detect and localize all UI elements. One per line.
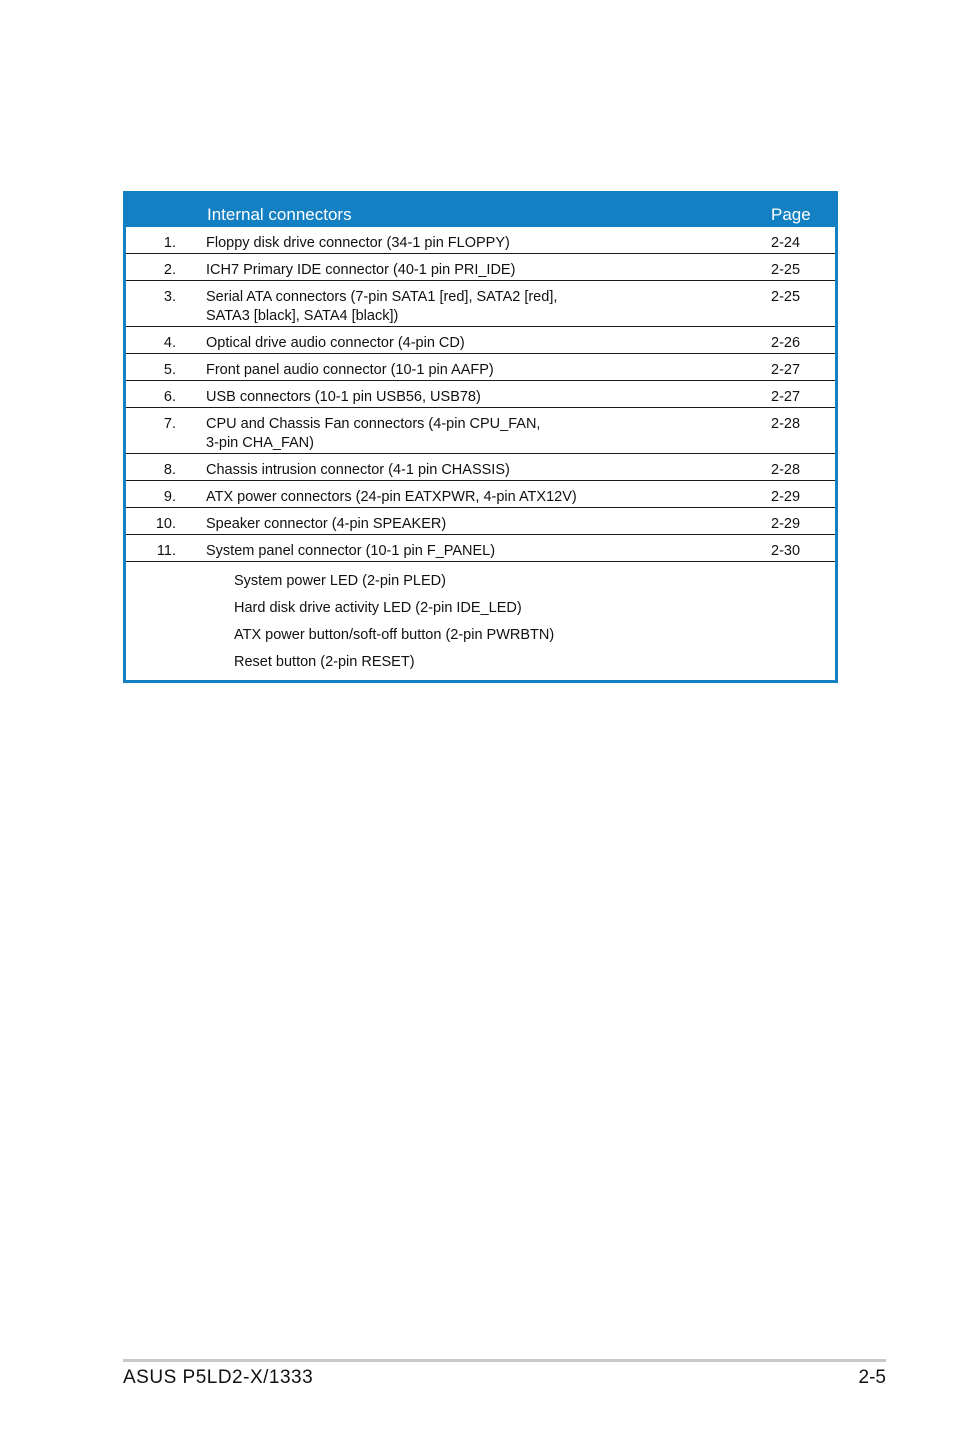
row-number: 5.: [163, 362, 176, 378]
footer-product-name: ASUS P5LD2-X/1333: [123, 1367, 314, 1388]
table-row: [126, 281, 835, 327]
row-description: System panel connector (10-1 pin F_PANEL): [206, 543, 496, 559]
row-description: Speaker connector (4-pin SPEAKER): [206, 516, 447, 532]
list-item: Hard disk drive activity LED (2-pin IDE_LED): [234, 600, 522, 616]
header-page: Page: [771, 205, 811, 224]
row-description: CPU and Chassis Fan connectors (4-pin CPU_FAN, 3-pin CHA_FAN): [206, 416, 541, 451]
row-number: 2.: [163, 262, 176, 278]
system-panel-sub-items: [126, 562, 835, 680]
row-page: 2-29: [771, 516, 801, 532]
row-description: Floppy disk drive connector (34-1 pin FLOPPY): [206, 235, 510, 251]
row-description: Optical drive audio connector (4-pin CD): [206, 335, 465, 351]
row-page: 2-28: [771, 462, 801, 478]
row-number: 7.: [163, 416, 176, 432]
row-page: 2-25: [771, 289, 801, 305]
row-number: 9.: [163, 489, 176, 505]
table-row: [126, 454, 835, 481]
table-row: [126, 327, 835, 354]
row-number: 10.: [155, 516, 176, 532]
row-description: USB connectors (10-1 pin USB56, USB78): [206, 389, 481, 405]
row-description: Chassis intrusion connector (4-1 pin CHASSIS): [206, 462, 510, 478]
row-page: 2-28: [771, 416, 801, 432]
table-header: [126, 194, 835, 227]
table-row: [126, 508, 835, 535]
row-number: 8.: [163, 462, 176, 478]
list-item: Reset button (2-pin RESET): [234, 654, 415, 670]
row-number: 6.: [163, 389, 176, 405]
row-number: 11.: [156, 543, 176, 559]
row-number: 1.: [163, 235, 176, 251]
row-number: 4.: [163, 335, 176, 351]
row-description: ICH7 Primary IDE connector (40-1 pin PRI_IDE): [206, 262, 516, 278]
row-page: 2-29: [771, 489, 801, 505]
footer-page-number: 2-5: [858, 1367, 886, 1388]
row-description: Front panel audio connector (10-1 pin AAFP): [206, 362, 494, 378]
table-row: [126, 481, 835, 508]
table-row: [126, 354, 835, 381]
row-number: 3.: [163, 289, 176, 305]
row-page: 2-26: [771, 335, 801, 351]
row-description: ATX power connectors (24-pin EATXPWR, 4-pin ATX12V): [206, 489, 577, 505]
table-row: [126, 381, 835, 408]
row-page: 2-25: [771, 262, 801, 278]
list-item: ATX power button/soft-off button (2-pin PWRBTN): [234, 627, 555, 643]
header-internal-connectors: Internal connectors: [207, 205, 352, 224]
row-page: 2-27: [771, 389, 801, 405]
table-row: [126, 227, 835, 254]
footer-divider: [123, 1359, 886, 1362]
row-page: 2-30: [771, 543, 801, 559]
list-item: System power LED (2-pin PLED): [234, 573, 446, 589]
table-row: [126, 535, 835, 562]
row-page: 2-24: [771, 235, 801, 251]
connectors-table: [123, 191, 838, 683]
table-row: [126, 408, 835, 454]
row-description: Serial ATA connectors (7-pin SATA1 [red], SATA2 [red], SATA3 [black], SATA4 [black]): [206, 289, 558, 324]
row-page: 2-27: [771, 362, 801, 378]
table-row: [126, 254, 835, 281]
